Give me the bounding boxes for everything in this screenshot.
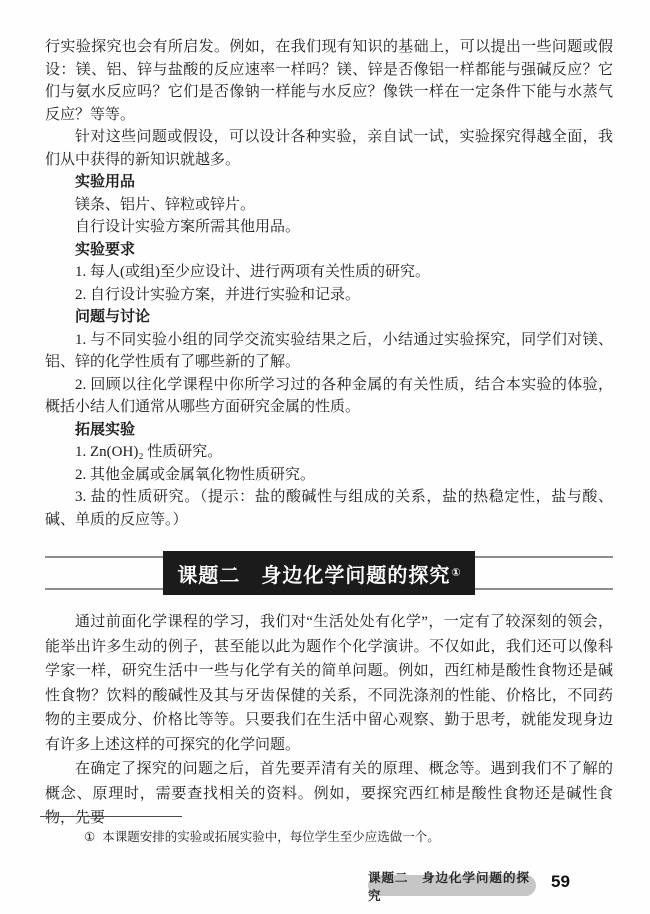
section-heading-questions-discussion: 问题与讨论	[75, 308, 151, 325]
section-title-box: 课题二 身边化学问题的探究 ①	[163, 551, 475, 595]
footnote-marker: ①	[84, 830, 96, 844]
page-number: 59	[551, 872, 570, 891]
paragraph: 在确定了探究的问题之后，首先要弄清有关的原理、概念等。遇到我们不了解的概念、原理时，需要查找相关的资料。例如，要探究西红柿是酸性食物还是碱性食物，先要	[45, 761, 613, 826]
section-title: 课题二 身边化学问题的探究	[177, 564, 451, 587]
list-item: 3. 盐的性质研究。（提示：盐的酸碱性与组成的关系，盐的热稳定性，盐与酸、碱、单质的反应等。）	[45, 489, 613, 528]
list-item: 自行设计实验方案所需其他用品。	[75, 219, 301, 235]
list-item: 2. 回顾以往化学课程中你所学习过的各种金属的有关性质，结合本实验的体验，概括小结人们通常从哪些方面研究金属的性质。	[45, 376, 613, 415]
footnote-text: 本课题安排的实验或拓展实验中，每位学生至少应选做一个。	[102, 830, 440, 844]
list-item: 2. 其他金属或金属氧化物性质研究。	[75, 466, 316, 483]
footnote	[84, 828, 440, 846]
section-heading-experiment-requirements: 实验要求	[75, 240, 136, 258]
paragraph: 通过前面化学课程的学习，我们对“生活处处有化学”，一定有了较深刻的领会，能举出许多生动的例子，甚至能以此为题作个化学演讲。不仅如此，我们还可以像科学家一样，研究生活中一些与化学有关的简单问题。例如，西红柿是酸性食物还是碱性食物？饮料的酸碱性及其与牙齿保健的关系，不同洗涤剂的性能、价格比，不同药物的主要成分、价格比等等。只要我们在生活中留心观察、勤于思考，就能发现身边有许多上述这样的可探究的化学问题。	[45, 614, 613, 753]
list-item: 1. 每人(或组)至少应设计、进行两项有关性质的研究。	[75, 264, 430, 280]
list-item: 1. Zn(OH)₂ 性质研究。	[75, 444, 223, 460]
list-item: 1. 与不同实验小组的同学交流实验结果之后，小结通过实验探究，同学们对镁、铝、锌的化学性质有了哪些新的了解。	[45, 331, 613, 370]
body-text-top	[45, 36, 613, 531]
running-footer-chapter-label: 课题二 身边化学问题的探究	[368, 875, 536, 896]
section-title-banner	[45, 551, 613, 595]
paragraph-continued: 行实验探究也会有所启发。例如，在我们现有知识的基础上，可以提出一些问题或假设：镁、铝、锌与盐酸的反应速率一样吗？镁、锌是否像铝一样都能与强碱反应？它们与氨水反应吗？它们是否像钠一样能与水反应？像铁一样在一定条件下能与水蒸气反应？等等。	[45, 39, 613, 123]
paragraph: 针对这些问题或假设，可以设计各种实验，亲自试一试，实验探究得越全面，我们从中获得的新知识就越多。	[45, 129, 613, 168]
section-heading-experiment-supplies: 实验用品	[75, 173, 136, 190]
footnote-divider	[40, 816, 182, 817]
section-heading-extension-experiments: 拓展实验	[75, 420, 136, 438]
list-item: 2. 自行设计实验方案，并进行实验和记录。	[75, 286, 361, 303]
body-text-bottom	[45, 610, 613, 831]
list-item: 镁条、铝片、锌粒或锌片。	[75, 196, 256, 213]
